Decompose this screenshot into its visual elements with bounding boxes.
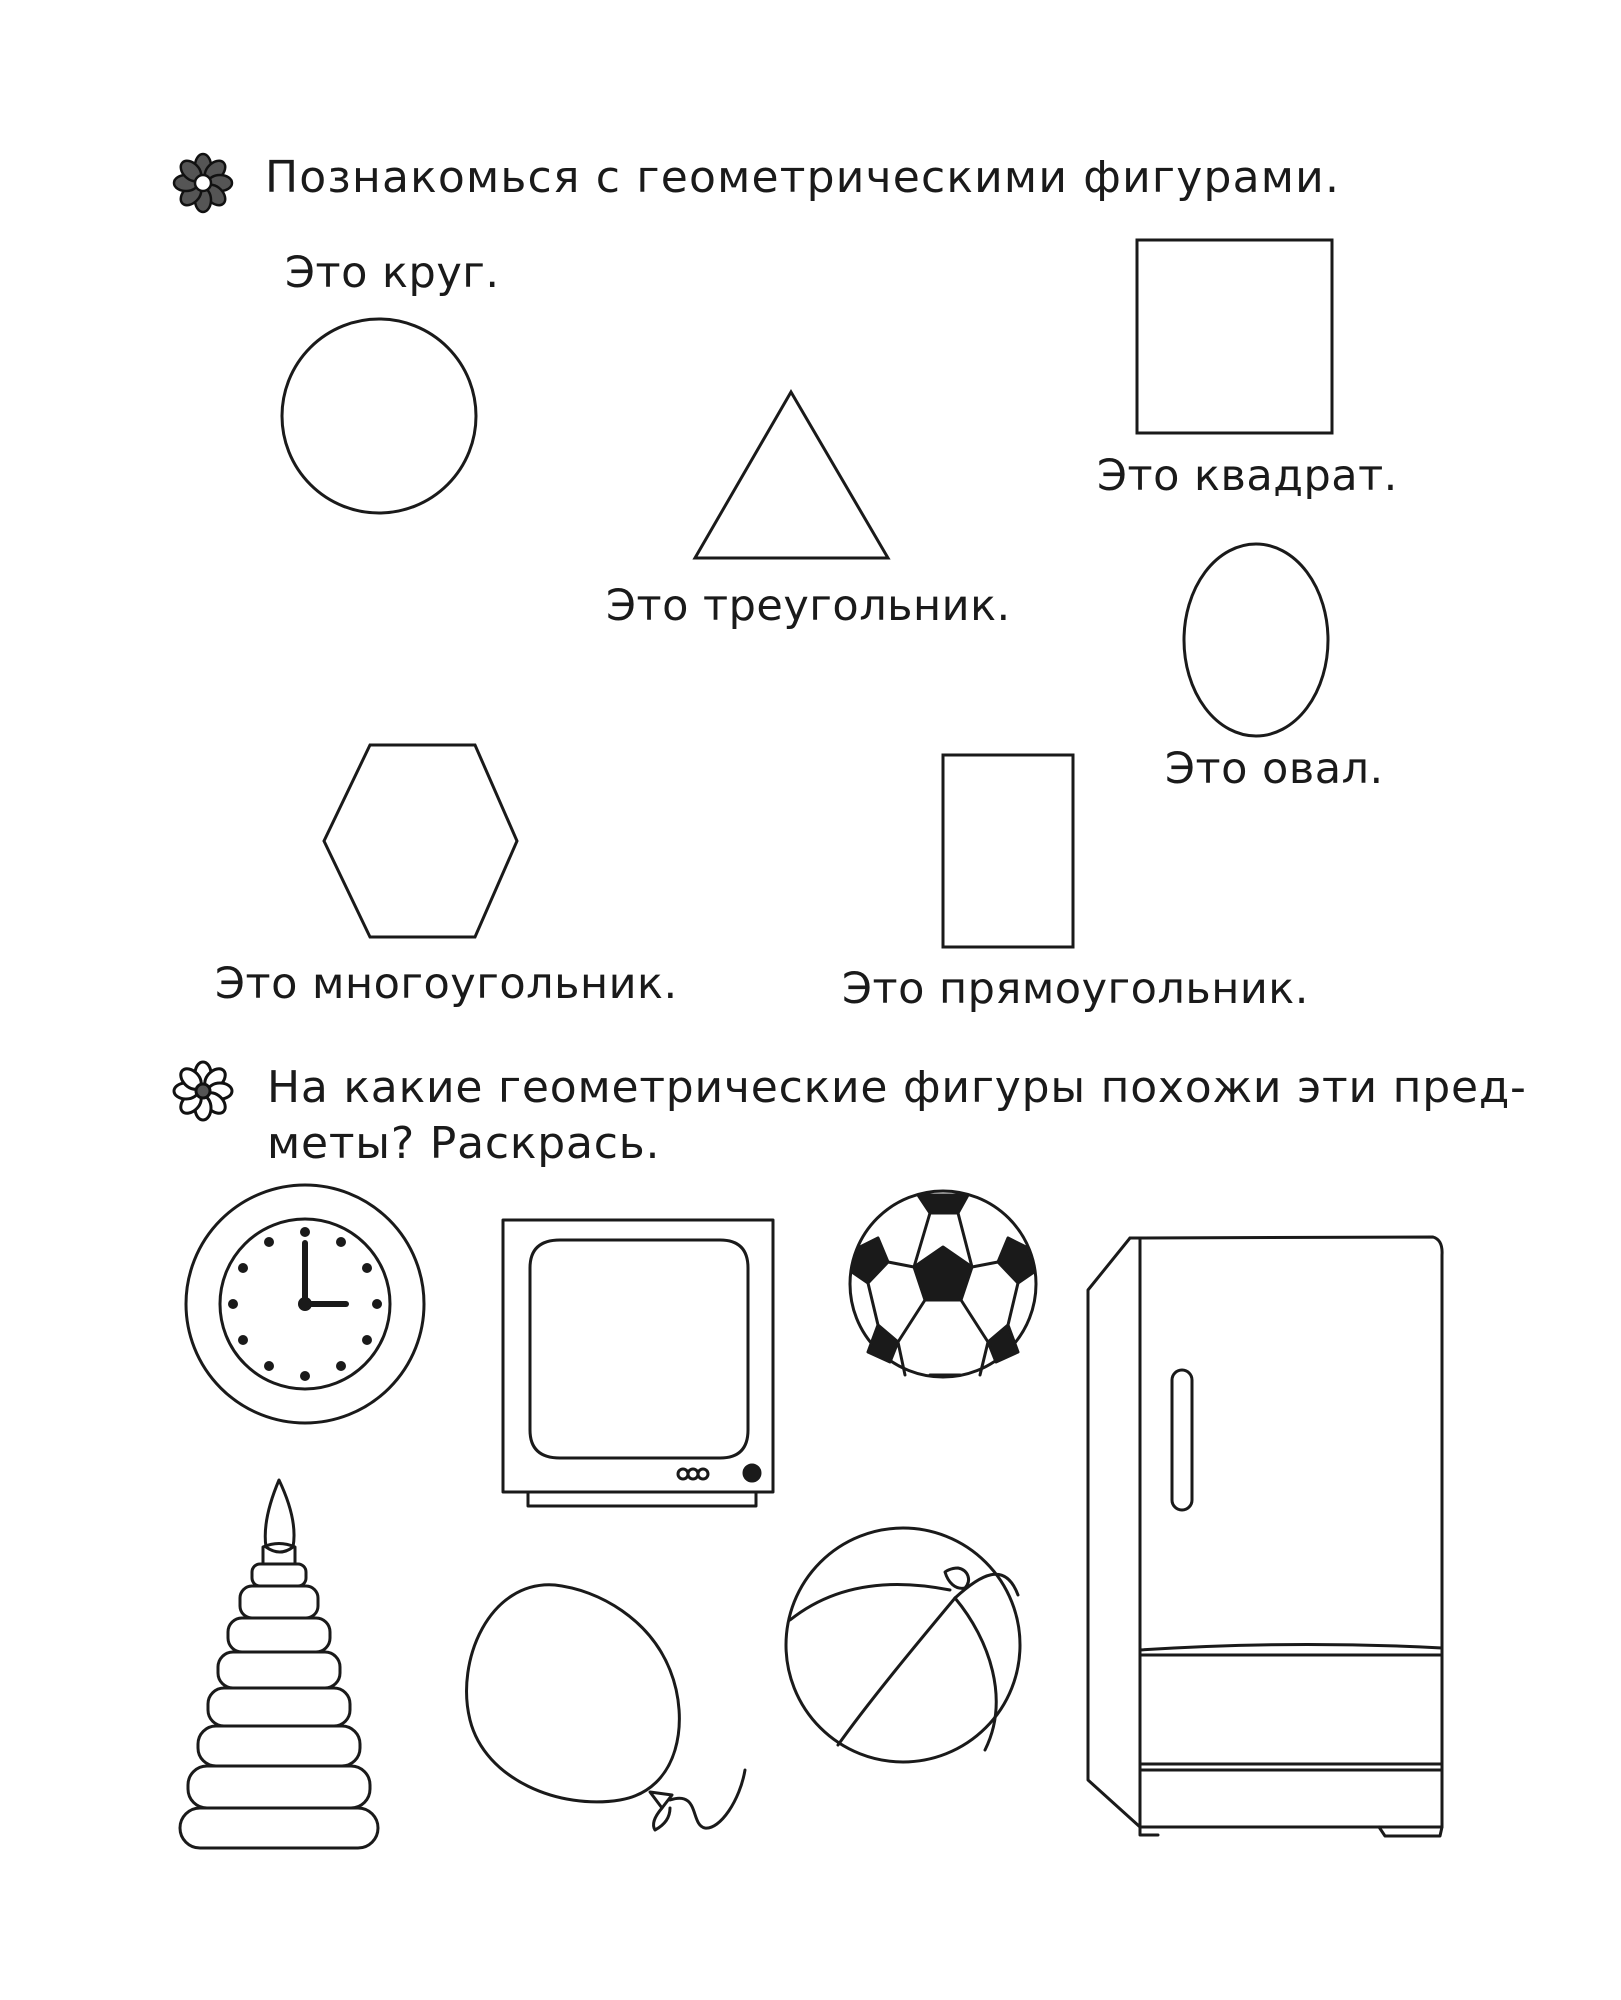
hexagon-label: Это многоугольник. bbox=[215, 959, 678, 1009]
beach-ball-icon bbox=[786, 1528, 1020, 1762]
triangle-label: Это треугольник. bbox=[606, 581, 1011, 631]
tv-icon bbox=[503, 1220, 773, 1506]
task2-line1: На какие геометрические фигуры похожи эти пред- bbox=[267, 1062, 1527, 1113]
stacking-pyramid-icon bbox=[180, 1480, 378, 1848]
task2-line2: меты? Раскрась. bbox=[267, 1118, 661, 1169]
oval-label: Это овал. bbox=[1165, 744, 1384, 794]
fridge-icon bbox=[1088, 1237, 1442, 1836]
soccer-ball-icon bbox=[850, 1191, 1036, 1377]
circle-label: Это круг. bbox=[285, 248, 500, 298]
balloon-icon bbox=[467, 1585, 745, 1830]
rectangle-label: Это прямоугольник. bbox=[842, 964, 1309, 1014]
task1-text: Познакомься с геометрическими фигурами. bbox=[265, 152, 1341, 203]
clock-icon bbox=[186, 1185, 424, 1423]
square-label: Это квадрат. bbox=[1097, 451, 1398, 501]
